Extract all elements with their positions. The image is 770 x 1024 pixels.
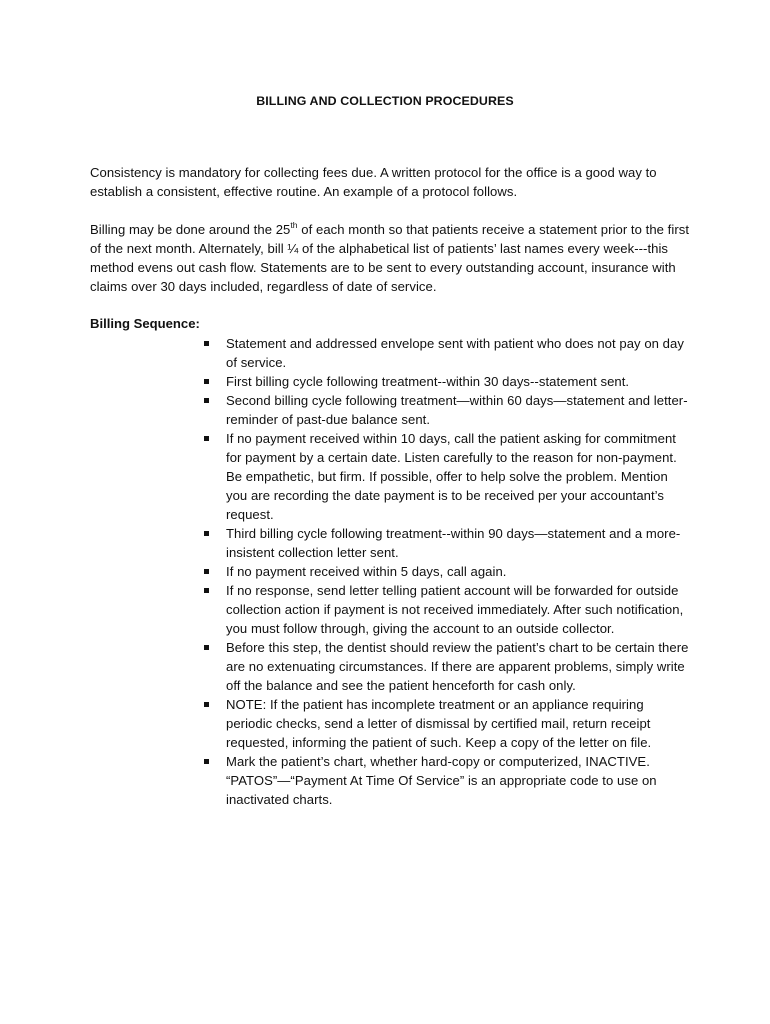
billing-timing-text-end: of each month so that patients receive a statement prior to the first of the next month. Alternately, bill ¼ of the alphabetical list of patients’ last names every week---this method evens out cash flow. Statements are to be sent to every outstanding account, insurance with claims over 30 days included, regardless of date of service. bbox=[90, 222, 690, 294]
intro-paragraph: Consistency is mandatory for collecting fees due. A written protocol for the office is a good way to establish a consistent, effective routine. An example of a protocol follows. bbox=[90, 165, 657, 199]
list-item-text: Before this step, the dentist should review the patient’s chart to be certain there are no extenuating circumstances. If there are apparent problems, simply write off the balance and see the patient henceforth for cash only. bbox=[226, 640, 689, 693]
document-title: BILLING AND COLLECTION PROCEDURES bbox=[256, 94, 514, 108]
square-bullet-icon bbox=[204, 436, 209, 441]
square-bullet-icon bbox=[204, 531, 209, 536]
list-item bbox=[200, 429, 690, 524]
list-item bbox=[200, 562, 690, 581]
list-item bbox=[200, 334, 690, 372]
list-item bbox=[200, 581, 690, 638]
list-item bbox=[200, 695, 690, 752]
billing-timing-paragraph bbox=[90, 220, 690, 296]
square-bullet-icon bbox=[204, 341, 209, 346]
list-item-text: First billing cycle following treatment--within 30 days--statement sent. bbox=[226, 374, 630, 389]
billing-sequence-heading: Billing Sequence: bbox=[90, 316, 200, 331]
ordinal-superscript: th bbox=[290, 219, 298, 230]
billing-timing-text-start: Billing may be done around the 25 bbox=[90, 222, 291, 237]
list-item bbox=[200, 391, 690, 429]
billing-sequence-list bbox=[200, 334, 690, 809]
list-item bbox=[200, 638, 690, 695]
square-bullet-icon bbox=[204, 398, 209, 403]
list-item-text: Second billing cycle following treatment—within 60 days—statement and letter-reminder of past-due balance sent. bbox=[226, 393, 688, 427]
square-bullet-icon bbox=[204, 645, 209, 650]
list-item bbox=[200, 752, 690, 809]
square-bullet-icon bbox=[204, 379, 209, 384]
list-item-text: Third billing cycle following treatment--within 90 days—statement and a more-insistent collection letter sent. bbox=[226, 526, 681, 560]
square-bullet-icon bbox=[204, 569, 209, 574]
square-bullet-icon bbox=[204, 702, 209, 707]
list-item-text: Statement and addressed envelope sent with patient who does not pay on day of service. bbox=[226, 336, 684, 370]
list-item-text: Mark the patient’s chart, whether hard-copy or computerized, INACTIVE. “PATOS”—“Payment At Time Of Service” is an appropriate code to use on inactivated charts. bbox=[226, 754, 657, 807]
square-bullet-icon bbox=[204, 588, 209, 593]
list-item bbox=[200, 524, 690, 562]
list-item-text: If no response, send letter telling patient account will be forwarded for outside collection action if payment is not received immediately. After such notification, you must follow through, giving the account to an outside collector. bbox=[226, 583, 684, 636]
list-item bbox=[200, 372, 690, 391]
square-bullet-icon bbox=[204, 759, 209, 764]
list-item-text: If no payment received within 5 days, call again. bbox=[226, 564, 507, 579]
list-item-text: If no payment received within 10 days, call the patient asking for commitment for payment by a certain date. Listen carefully to the reason for non-payment. Be empathetic, but firm. If possible, offer to help solve the problem. Mention you are recording the date payment is to be received per your accountant’s request. bbox=[226, 431, 677, 522]
list-item-text: NOTE: If the patient has incomplete treatment or an appliance requiring periodic checks, send a letter of dismissal by certified mail, return receipt requested, informing the patient of such. Keep a copy of the letter on file. bbox=[226, 697, 652, 750]
